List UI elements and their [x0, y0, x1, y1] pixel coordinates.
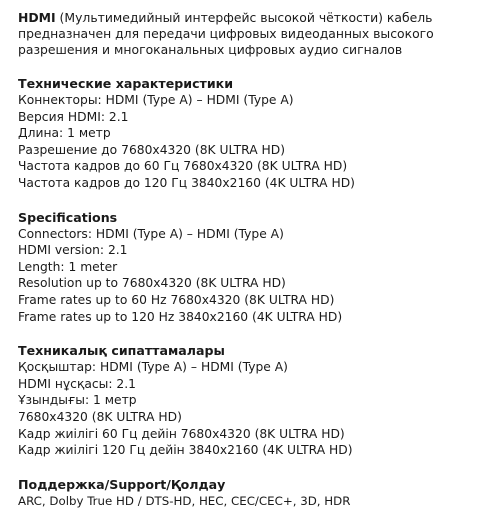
intro-line-1	[18, 10, 490, 26]
spec-line: HDMI version: 2.1	[18, 243, 128, 258]
spec-line: Кадр жиілігі 120 Гц дейін 3840x2160 (4K ULTRA HD)	[18, 443, 353, 458]
spec-line: Connectors: HDMI (Type A) – HDMI (Type A)	[18, 226, 284, 241]
spec-line: Ұзындығы: 1 метр	[18, 393, 137, 408]
section-specs-ru	[18, 75, 490, 192]
spec-line: Разрешение до 7680x4320 (8K ULTRA HD)	[18, 142, 286, 157]
spec-line: Кадр жиілігі 60 Гц дейін 7680x4320 (8K ULTRA HD)	[18, 426, 345, 441]
spec-line: Версия HDMI: 2.1	[18, 109, 129, 124]
spec-line: 7680x4320 (8K ULTRA HD)	[18, 409, 182, 424]
section-heading-en: Specifications	[18, 209, 118, 225]
support-line: ARC, Dolby True HD / DTS-HD, HEC, CEC/CEC+, 3D, HDR	[18, 493, 351, 508]
spec-line: HDMI нұсқасы: 2.1	[18, 376, 136, 391]
section-heading-kz: Техникалық сипаттамалары	[18, 343, 225, 359]
spec-line: Frame rates up to 120 Hz 3840x2160 (4K ULTRA HD)	[18, 309, 343, 324]
spec-line: Қосқыштар: HDMI (Type A) – HDMI (Type A)	[18, 360, 288, 375]
section-specs-kz	[18, 342, 490, 459]
section-heading-ru: Технические характеристики	[18, 76, 234, 91]
section-heading-support: Поддержка/Support/Қолдау	[18, 476, 226, 492]
intro-line-2: предназначен для передачи цифровых видеоданных высокого	[18, 26, 434, 41]
spec-line: Resolution up to 7680x4320 (8K ULTRA HD)	[18, 276, 286, 291]
intro-paragraph	[18, 10, 490, 58]
spec-line: Частота кадров до 60 Гц 7680x4320 (8K ULTRA HD)	[18, 159, 348, 174]
spec-line: Частота кадров до 120 Гц 3840x2160 (4K ULTRA HD)	[18, 175, 355, 190]
section-specs-en	[18, 209, 490, 326]
intro-line-3: разрешения и многоканальных цифровых аудио сигналов	[18, 42, 403, 57]
spec-line: Коннекторы: HDMI (Type A) – HDMI (Type A)	[18, 93, 294, 107]
document-page	[18, 10, 490, 509]
spec-line: Длина: 1 метр	[18, 126, 111, 141]
spec-line: Length: 1 meter	[18, 259, 118, 274]
intro-text-1: (Мультимедийный интерфейс высокой чёткости) кабель	[55, 10, 433, 25]
spec-line: Frame rates up to 60 Hz 7680x4320 (8K ULTRA HD)	[18, 292, 335, 307]
brand-name: HDMI	[18, 10, 56, 25]
section-support	[18, 476, 490, 509]
